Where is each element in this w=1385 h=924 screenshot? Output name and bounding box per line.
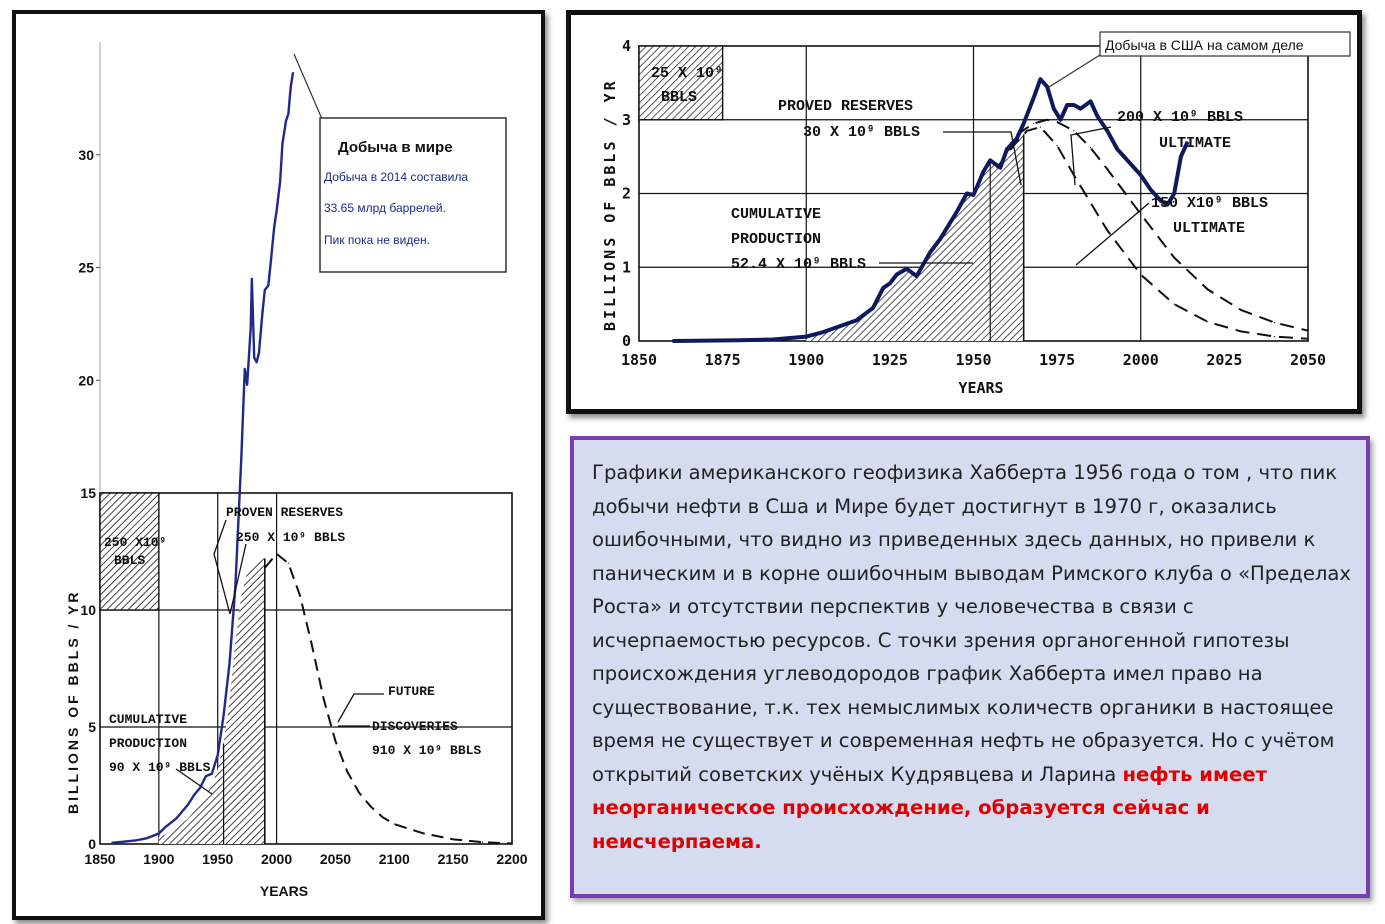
world-production-point (280, 181, 281, 182)
us-ultimate-curve-point (1241, 309, 1242, 310)
world-forecast-point (300, 595, 301, 596)
world-production-point (123, 841, 124, 842)
world-production-point (244, 368, 245, 369)
us-callout-text: Добыча в США на самом деле (1105, 37, 1304, 53)
callout-line-2: 33.65 млрд баррелей. (324, 201, 446, 215)
world-x-tick-label: 2050 (319, 851, 352, 867)
proved-label-line1: PROVED RESERVES (778, 98, 914, 115)
us-reserves-box-line2: BBLS (661, 89, 698, 106)
us-ultimate-curve-point (1026, 130, 1027, 131)
us-actual-production-point (1090, 101, 1091, 102)
ultimate-200-line2: ULTIMATE (1159, 135, 1232, 152)
world-production-point (223, 715, 224, 716)
world-forecast-point (511, 843, 512, 844)
proven-label-line1: PROVEN RESERVES (226, 505, 344, 520)
world-production-point (268, 285, 269, 286)
world-production-point (158, 833, 159, 834)
us-ultimate-curve-point (1140, 214, 1141, 215)
world-production-point (292, 72, 293, 73)
us-actual-production-point (1127, 160, 1128, 161)
world-y-tick-label: 25 (78, 259, 94, 276)
world-forecast-point (335, 740, 336, 741)
world-production-point (256, 362, 257, 363)
world-production-point (205, 776, 206, 777)
us-x-tick-label: 1875 (704, 351, 741, 369)
world-production-point (258, 353, 259, 354)
world-production-point (241, 459, 242, 460)
world-production-point (194, 794, 195, 795)
world-production-point (250, 328, 251, 329)
world-production-chart (16, 14, 549, 924)
us-x-tick-label: 1975 (1039, 351, 1076, 369)
us-actual-production-point (839, 326, 840, 327)
world-x-tick-label: 2200 (496, 851, 528, 867)
ultimate-150-line2: ULTIMATE (1173, 220, 1246, 237)
world-production-point (247, 384, 248, 385)
world-forecast-point (482, 842, 483, 843)
us-ultimate-curve-point (1207, 321, 1208, 322)
world-x-tick-label: 1900 (143, 851, 175, 867)
us-actual-production-point (1080, 108, 1081, 109)
us-actual-production-point (883, 287, 884, 288)
us-y-tick-label: 0 (621, 332, 631, 350)
world-forecast-point (276, 553, 277, 554)
world-production-point (111, 842, 112, 843)
us-actual-production-point (1107, 130, 1108, 131)
proved-label-line2: 30 X 10⁹ BBLS (803, 124, 921, 141)
world-forecast-point (288, 563, 289, 564)
us-actual-production-point (672, 340, 673, 341)
world-production-point (217, 754, 218, 755)
us-y-tick-label: 2 (621, 184, 631, 203)
us-actual-production-point (739, 340, 740, 341)
us-ultimate-curve-point (1274, 336, 1275, 337)
world-production-point (199, 787, 200, 788)
us-actual-production-point (896, 274, 897, 275)
us-actual-production-point (873, 307, 874, 308)
world-production-point (276, 211, 277, 212)
us-actual-production-point (772, 339, 773, 340)
world-production-point (176, 818, 177, 819)
world-x-tick-label: 2100 (378, 851, 410, 867)
world-y-tick-label: 15 (80, 485, 96, 501)
world-production-point (270, 262, 271, 263)
us-x-tick-label: 1900 (788, 351, 825, 369)
world-y-tick-label: 10 (80, 602, 96, 618)
us-cumulative-hatch (806, 135, 1023, 342)
us-ultimate-curve-point (1241, 331, 1242, 332)
us-ultimate-curve-point (1033, 123, 1034, 124)
us-actual-production-point (1033, 97, 1034, 98)
us-y-axis-label: BILLIONS OF BBLS / YR (601, 78, 619, 331)
us-cumulative-line3: 52.4 X 10⁹ BBLS (731, 256, 867, 273)
us-production-chart (571, 15, 1357, 409)
world-production-point (188, 804, 189, 805)
world-production-point (285, 120, 286, 121)
commentary-panel (570, 436, 1370, 898)
world-forecast-point (394, 824, 395, 825)
world-production-point (264, 289, 265, 290)
us-ultimate-curve-point (1140, 274, 1141, 275)
us-x-tick-label: 1925 (871, 351, 908, 369)
us-reserves-box (639, 46, 723, 120)
world-chart-panel (12, 10, 545, 920)
commentary-highlight: нефть имеет неорганическое происхождение, образуется сейчас и неисчерпаема. (592, 762, 1267, 853)
world-forecast-point (423, 833, 424, 834)
future-label-line3: 910 X 10⁹ BBLS (372, 743, 482, 758)
us-actual-production-point (1023, 123, 1024, 124)
us-callout (1049, 32, 1350, 87)
us-ultimate-curve-point (1174, 304, 1175, 305)
future-leader-line (338, 694, 384, 722)
us-ultimate-curve-point (1207, 289, 1208, 290)
world-production-point (282, 143, 283, 144)
us-ultimate-curve-point (1107, 230, 1108, 231)
us-actual-production-point (856, 320, 857, 321)
reserves-box-line2: BBLS (114, 553, 146, 568)
us-actual-production-point (1060, 119, 1061, 120)
us-x-tick-label: 1850 (620, 351, 658, 369)
callout-title: Добыча в мире (338, 139, 453, 156)
future-label-line2: DISCOVERIES (372, 719, 458, 734)
us-y-tick-label: 4 (621, 37, 631, 55)
world-production-point (164, 827, 165, 828)
world-y-tick-label: 0 (88, 836, 96, 852)
us-actual-production-point (1174, 193, 1175, 194)
us-ultimate-curve-point (1090, 147, 1091, 148)
us-x-tick-label: 2025 (1206, 351, 1243, 369)
us-actual-production-point (983, 171, 984, 172)
proven-label-line2: 250 X 10⁹ BBLS (236, 530, 346, 545)
world-production-point (290, 87, 291, 88)
us-actual-production-point (939, 239, 940, 240)
us-actual-production-point (1053, 108, 1054, 109)
us-actual-production-point (1073, 104, 1074, 105)
world-forecast-point (323, 698, 324, 699)
us-ultimate-curve-point (1046, 119, 1047, 120)
future-label-line1: FUTURE (388, 684, 435, 699)
world-forecast-point (358, 792, 359, 793)
us-actual-production-point (806, 336, 807, 337)
world-cumulative-hatch (159, 559, 265, 844)
us-actual-production-point (1040, 79, 1041, 80)
us-ultimate-curve-point (1057, 121, 1058, 122)
us-actual-production-point (1097, 115, 1098, 116)
us-ultimate-curve-point (1040, 127, 1041, 128)
us-actual-production-point (929, 252, 930, 253)
us-ultimate-curve-point (1174, 257, 1175, 258)
world-x-axis-label: YEARS (259, 883, 309, 899)
callout-line-3: Пик пока не виден. (324, 233, 430, 247)
world-production-point (211, 773, 212, 774)
world-production-point (170, 822, 171, 823)
world-production-point (262, 312, 263, 313)
us-ultimate-curve-point (1307, 330, 1308, 331)
us-ultimate-curve-point (1307, 338, 1308, 339)
reserves-box-line1: 250 X10⁹ (104, 535, 167, 550)
ultimate-200-line1: 200 X 10⁹ BBLS (1117, 109, 1244, 126)
us-actual-production-point (1150, 189, 1151, 190)
us-actual-production-point (1140, 174, 1141, 175)
ultimate-150-leader (1076, 203, 1149, 265)
us-cumulative-line1: CUMULATIVE (731, 206, 822, 223)
proven-leader-line (214, 520, 230, 614)
cumulative-label-line3: 90 X 10⁹ BBLS (109, 760, 211, 775)
us-actual-production-point (956, 211, 957, 212)
us-ultimate-150-curve (997, 127, 1308, 339)
ultimate-150-line1: 150 X10⁹ BBLS (1151, 195, 1269, 212)
us-actual-production-point (906, 268, 907, 269)
world-production-point (254, 357, 255, 358)
cumulative-label-line2: PRODUCTION (109, 736, 188, 751)
us-ultimate-curve-point (1073, 130, 1074, 131)
us-chart-panel (566, 10, 1362, 414)
world-y-tick-label: 20 (78, 372, 94, 389)
us-actual-production-point (1006, 149, 1007, 150)
world-production-point (288, 114, 289, 115)
us-ultimate-curve-point (1107, 169, 1108, 170)
world-forecast-point (311, 645, 312, 646)
cumulative-label-line1: CUMULATIVE (109, 712, 188, 727)
world-production-point (135, 840, 136, 841)
us-ultimate-curve-point (1274, 322, 1275, 323)
us-y-tick-label: 3 (621, 110, 631, 129)
us-actual-production-point (973, 194, 974, 195)
us-actual-production-point (1016, 138, 1017, 139)
us-x-tick-label: 2050 (1289, 351, 1327, 369)
world-forecast-point (370, 806, 371, 807)
us-reserves-box-line1: 25 X 10⁹ (651, 65, 724, 82)
world-production-point (229, 663, 230, 664)
us-actual-production-point (966, 193, 967, 194)
us-x-tick-label: 2000 (1122, 351, 1159, 369)
world-production-point (182, 811, 183, 812)
us-actual-production-point (889, 283, 890, 284)
us-callout-pointer (1049, 55, 1100, 87)
world-y-axis-label: BILLIONS OF BBLS / YR (65, 589, 81, 814)
us-x-axis-label: YEARS (958, 379, 1004, 397)
commentary-text (592, 456, 1352, 858)
world-annotations (104, 505, 481, 794)
world-callout (294, 54, 506, 272)
us-x-tick-label: 1950 (955, 351, 992, 369)
us-actual-production-point (990, 160, 991, 161)
world-production-point (146, 838, 147, 839)
us-actual-production-point (1046, 86, 1047, 87)
world-y-tick-label: 30 (78, 146, 94, 163)
world-production-point (274, 226, 275, 227)
callout-line-1: Добыча в 2014 составила (324, 170, 469, 184)
world-x-tick-label: 1950 (202, 851, 234, 867)
ultimate-200-leader (1071, 127, 1111, 185)
world-forecast-point (347, 771, 348, 772)
world-production-point (251, 278, 252, 279)
us-actual-production-point (822, 332, 823, 333)
us-actual-production-point (1067, 104, 1068, 105)
world-x-tick-label: 1850 (84, 851, 116, 867)
world-y-tick-label: 5 (88, 719, 96, 735)
us-actual-production-point (1000, 167, 1001, 168)
us-y-tick-label: 1 (621, 258, 631, 277)
us-actual-production-point (916, 276, 917, 277)
us-cumulative-line2: PRODUCTION (731, 231, 822, 248)
world-x-tick-label: 2150 (437, 851, 469, 867)
world-x-tick-label: 2000 (260, 851, 293, 867)
us-ultimate-curve-point (1057, 145, 1058, 146)
world-forecast-point (382, 816, 383, 817)
us-actual-production-point (1180, 156, 1181, 157)
us-actual-production-point (1117, 149, 1118, 150)
world-forecast-point (453, 839, 454, 840)
world-reserves-box (100, 493, 159, 610)
commentary-body: Графики американского геофизика Хабберта 1956 года о том , что пик добычи нефти в Сша и Мире будет достигнут в 1970 г, оказались ошибочными, что видно из приведенных здесь данных, но привели к паническим и в корне ошибочным выводам Римского клуба о «Пределах Роста» и отсутствии перспектив у человечества в связи с исчерпаемостью ресурсов. С точки зрения органогенной гипотезы происхождения углеводородов график Хабберта имел право на существование, т.к. тех немыслимых количеств органики в настоящее время не существует и современная нефть не образуется. Но с учётом открытий советских учёных Кудрявцева и Ларина (592, 461, 1352, 786)
callout-pointer (294, 54, 322, 119)
world-forecast-point (264, 567, 265, 568)
